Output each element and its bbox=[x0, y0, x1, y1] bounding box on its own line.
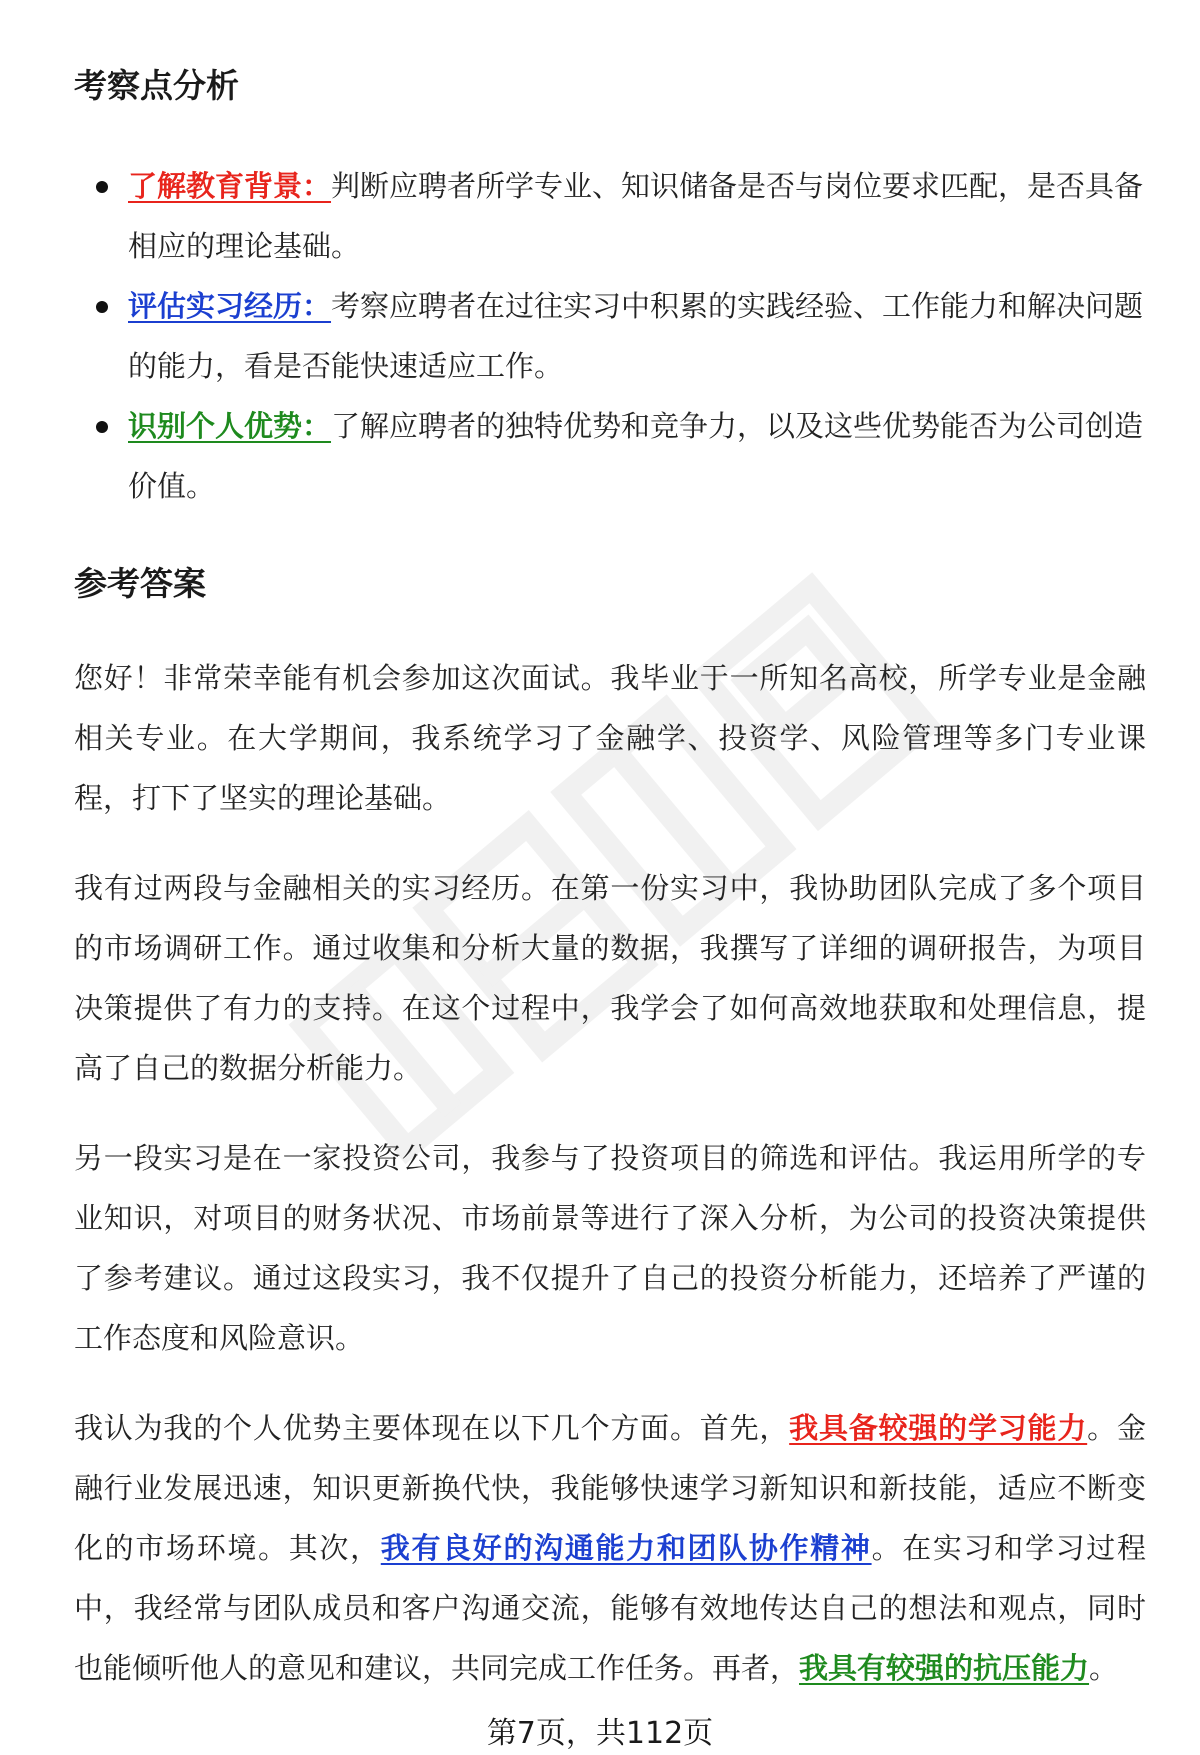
answer-body bbox=[74, 648, 1146, 1728]
list-item bbox=[74, 276, 1146, 396]
analysis-list bbox=[74, 156, 1146, 516]
list-item-keyword: 识别个人优势： bbox=[128, 409, 332, 443]
list-item-text: 了解应聘者的独特优势和竞争力，以及这些优势能否为公司创造价值。 bbox=[128, 409, 1144, 503]
highlight-pressure-resistance: 我具有较强的抗压能力 bbox=[799, 1651, 1090, 1685]
list-item-keyword: 评估实习经历： bbox=[128, 289, 332, 323]
answer-paragraph-2: 我有过两段与金融相关的实习经历。在第一份实习中，我协助团队完成了多个项目的市场调研工作。通过收集和分析大量的数据，我撰写了详细的调研报告，为项目决策提供了有力的支持。在这个过程中，我学会了如何高效地获取和处理信息，提高了自己的数据分析能力。 bbox=[74, 871, 1146, 1085]
paragraph-text: 我认为我的个人优势主要体现在以下几个方面。首先， bbox=[74, 1411, 790, 1445]
list-item-keyword: 了解教育背景： bbox=[128, 169, 332, 203]
page-number: 第7页，共112页 bbox=[486, 1716, 714, 1751]
list-item bbox=[74, 396, 1146, 516]
bullet-dot-icon bbox=[96, 301, 108, 313]
paragraph-text: 。在实习和学习过程中，我经常与团队成员和客户沟通交流，能够有效地传达自己的想法和观点，同时也能倾听他人的意见和建议，共同完成工作任务。再者， bbox=[74, 1531, 1146, 1685]
section-title-analysis: 考察点分析 bbox=[74, 66, 239, 105]
paragraph-text: 。 bbox=[1089, 1651, 1119, 1685]
section-title-answer: 参考答案 bbox=[74, 564, 206, 603]
bullet-dot-icon bbox=[96, 181, 108, 193]
paragraph-text: 。金融行业发展迅速，知识更新换代快，我能够快速学习新知识和新技能，适应不断变化的市场环境。其次， bbox=[74, 1411, 1146, 1565]
list-item-text: 考察应聘者在过往实习中积累的实践经验、工作能力和解决问题的能力，看是否能快速适应工作。 bbox=[128, 289, 1144, 383]
answer-paragraph-1: 您好！非常荣幸能有机会参加这次面试。我毕业于一所知名高校，所学专业是金融相关专业。在大学期间，我系统学习了金融学、投资学、风险管理等多门专业课程，打下了坚实的理论基础。 bbox=[74, 661, 1146, 815]
highlight-communication: 我有良好的沟通能力和团队协作精神 bbox=[380, 1531, 872, 1565]
list-item bbox=[74, 156, 1146, 276]
highlight-learning-ability: 我具备较强的学习能力 bbox=[789, 1411, 1088, 1445]
list-item-text: 判断应聘者所学专业、知识储备是否与岗位要求匹配，是否具备相应的理论基础。 bbox=[128, 169, 1144, 263]
answer-paragraph-4 bbox=[74, 1398, 1146, 1698]
bullet-dot-icon bbox=[96, 421, 108, 433]
answer-paragraph-3: 另一段实习是在一家投资公司，我参与了投资项目的筛选和评估。我运用所学的专业知识，对项目的财务状况、市场前景等进行了深入分析，为公司的投资决策提供了参考建议。通过这段实习，我不仅提升了自己的投资分析能力，还培养了严谨的工作态度和风险意识。 bbox=[74, 1141, 1146, 1355]
